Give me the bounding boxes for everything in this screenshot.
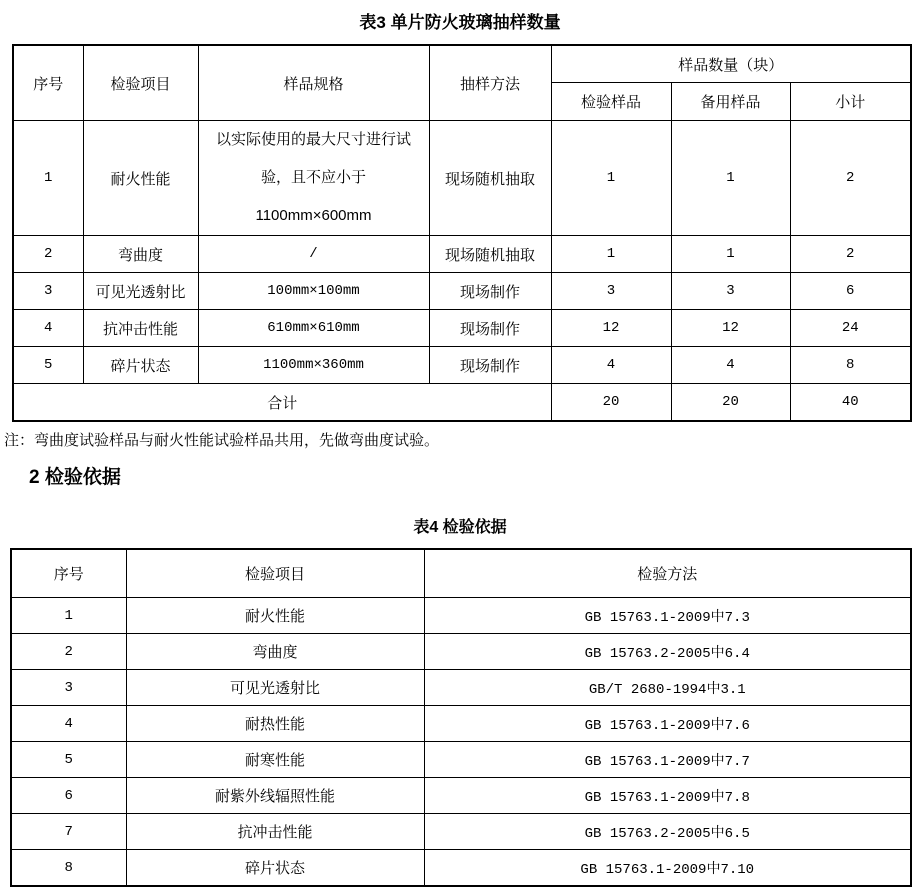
- t3-cell-test: 4: [551, 347, 671, 384]
- t3-cell-spec: 以实际使用的最大尺寸进行试验，且不应小于1100mm×600mm: [198, 121, 429, 236]
- t3-cell-subtotal: 24: [790, 310, 911, 347]
- t3-cell-spec: 100mm×100mm: [198, 273, 429, 310]
- t4-cell-method: GB/T 2680-1994中3.1: [424, 670, 911, 706]
- t4-cell-method: GB 15763.1-2009中7.3: [424, 598, 911, 634]
- table-row: [11, 598, 911, 634]
- t3-total-row: [13, 384, 911, 422]
- t3-cell-test: 1: [551, 121, 671, 236]
- t4-cell-method: GB 15763.1-2009中7.6: [424, 706, 911, 742]
- t4-header-row: [11, 549, 911, 598]
- t3-cell-item: 耐火性能: [83, 121, 198, 236]
- t3-cell-backup: 12: [671, 310, 790, 347]
- t3-cell-method: 现场制作: [429, 310, 551, 347]
- t4-cell-item: 抗冲击性能: [126, 814, 424, 850]
- table-row: [13, 310, 911, 347]
- t4-cell-item: 弯曲度: [126, 634, 424, 670]
- table-row: [11, 850, 911, 887]
- t4-cell-method: GB 15763.1-2009中7.10: [424, 850, 911, 887]
- t3-cell-spec: 1100mm×360mm: [198, 347, 429, 384]
- table-row: [11, 706, 911, 742]
- t3-cell-backup: 1: [671, 121, 790, 236]
- t3-cell-subtotal: 8: [790, 347, 911, 384]
- table-row: [11, 778, 911, 814]
- t4-cell-seq: 2: [11, 634, 126, 670]
- table3-sampling-quantity: [12, 44, 912, 422]
- t4-cell-item: 可见光透射比: [126, 670, 424, 706]
- t4-cell-item: 耐紫外线辐照性能: [126, 778, 424, 814]
- t3-cell-method: 现场随机抽取: [429, 236, 551, 273]
- table-row: [13, 273, 911, 310]
- table-row: [11, 670, 911, 706]
- t4-cell-method: GB 15763.2-2005中6.4: [424, 634, 911, 670]
- t3-cell-method: 现场随机抽取: [429, 121, 551, 236]
- table4-title: 表4 检验依据: [413, 519, 507, 536]
- t4-cell-seq: 7: [11, 814, 126, 850]
- t4-cell-seq: 8: [11, 850, 126, 887]
- t3-cell-spec: 610mm×610mm: [198, 310, 429, 347]
- table-row: [13, 347, 911, 384]
- t3-cell-test: 12: [551, 310, 671, 347]
- t4-cell-seq: 4: [11, 706, 126, 742]
- table-row: [13, 121, 911, 236]
- t4-cell-item: 耐火性能: [126, 598, 424, 634]
- t3-header-seq: 序号: [13, 45, 83, 121]
- t4-cell-seq: 5: [11, 742, 126, 778]
- t3-cell-seq: 2: [13, 236, 83, 273]
- table4-inspection-basis: [10, 548, 912, 887]
- t3-cell-test: 3: [551, 273, 671, 310]
- t3-cell-spec: /: [198, 236, 429, 273]
- t4-cell-item: 碎片状态: [126, 850, 424, 887]
- t3-header-method: 抽样方法: [429, 45, 551, 121]
- table-row: [11, 814, 911, 850]
- t3-total-label: 合计: [13, 384, 551, 422]
- t3-cell-subtotal: 2: [790, 121, 911, 236]
- section-heading: 2 检验依据: [29, 467, 121, 488]
- t4-cell-method: GB 15763.2-2005中6.5: [424, 814, 911, 850]
- t3-cell-seq: 5: [13, 347, 83, 384]
- t3-header-subtotal: 小计: [790, 83, 911, 121]
- t3-total-test: 20: [551, 384, 671, 422]
- table3-note: 注：弯曲度试验样品与耐火性能试验样品共用，先做弯曲度试验。: [4, 432, 440, 449]
- t3-cell-seq: 1: [13, 121, 83, 236]
- t4-header-item: 检验项目: [126, 549, 424, 598]
- t4-cell-item: 耐热性能: [126, 706, 424, 742]
- t4-cell-seq: 3: [11, 670, 126, 706]
- t3-header-test-sample: 检验样品: [551, 83, 671, 121]
- t3-cell-method: 现场制作: [429, 347, 551, 384]
- t3-total-subtotal: 40: [790, 384, 911, 422]
- table-row: [11, 634, 911, 670]
- t3-cell-subtotal: 6: [790, 273, 911, 310]
- t4-header-method: 检验方法: [424, 549, 911, 598]
- t3-cell-item: 可见光透射比: [83, 273, 198, 310]
- t3-cell-backup: 4: [671, 347, 790, 384]
- table-row: [13, 236, 911, 273]
- t3-cell-item: 碎片状态: [83, 347, 198, 384]
- t3-cell-item: 弯曲度: [83, 236, 198, 273]
- t4-cell-item: 耐寒性能: [126, 742, 424, 778]
- t3-cell-seq: 3: [13, 273, 83, 310]
- t3-header-item: 检验项目: [83, 45, 198, 121]
- t4-cell-seq: 6: [11, 778, 126, 814]
- t4-cell-method: GB 15763.1-2009中7.7: [424, 742, 911, 778]
- t4-cell-seq: 1: [11, 598, 126, 634]
- t3-cell-method: 现场制作: [429, 273, 551, 310]
- t3-header-qty-group: 样品数量（块）: [551, 45, 911, 83]
- t3-header-row-1: [13, 45, 911, 83]
- t3-total-backup: 20: [671, 384, 790, 422]
- t3-cell-item: 抗冲击性能: [83, 310, 198, 347]
- table-row: [11, 742, 911, 778]
- t4-header-seq: 序号: [11, 549, 126, 598]
- t3-cell-seq: 4: [13, 310, 83, 347]
- table3-title: 表3 单片防火玻璃抽样数量: [359, 13, 561, 32]
- t3-cell-test: 1: [551, 236, 671, 273]
- t3-header-spec: 样品规格: [198, 45, 429, 121]
- t3-cell-backup: 3: [671, 273, 790, 310]
- t4-cell-method: GB 15763.1-2009中7.8: [424, 778, 911, 814]
- t3-cell-backup: 1: [671, 236, 790, 273]
- t3-header-backup-sample: 备用样品: [671, 83, 790, 121]
- t3-cell-subtotal: 2: [790, 236, 911, 273]
